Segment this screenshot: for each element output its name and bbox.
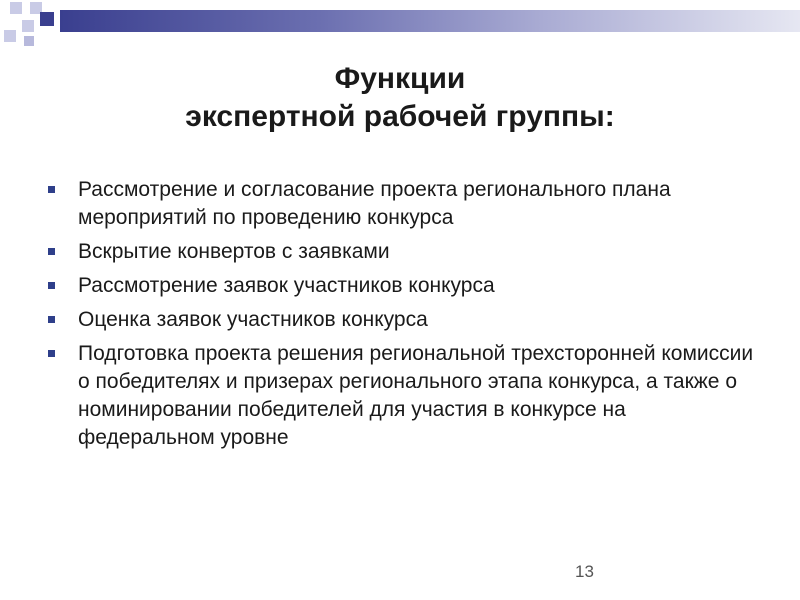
bullet-item bbox=[48, 238, 768, 266]
top-gradient-bar bbox=[60, 10, 800, 32]
bullet-text: Вскрытие конвертов с заявками bbox=[78, 240, 390, 263]
bullet-item bbox=[48, 272, 768, 300]
bullet-list bbox=[48, 176, 768, 458]
slide-title-line-1: Функции bbox=[334, 62, 466, 95]
decor-square bbox=[40, 12, 54, 26]
square-bullet-icon bbox=[48, 282, 55, 289]
bullet-item bbox=[48, 306, 768, 334]
bullet-item bbox=[48, 176, 768, 232]
slide-title bbox=[0, 60, 800, 136]
bullet-item bbox=[48, 340, 768, 452]
square-bullet-icon bbox=[48, 186, 55, 193]
square-bullet-icon bbox=[48, 350, 55, 357]
bullet-text: Рассмотрение заявок участников конкурса bbox=[78, 274, 495, 297]
bullet-text: Оценка заявок участников конкурса bbox=[78, 308, 428, 331]
bullet-text: Подготовка проекта решения региональной трехсторонней комиссии о победителях и призерах регионального этапа конкурса, а также о номинировании победителей для участия в конкурсе на федеральном уровне bbox=[78, 342, 754, 449]
square-bullet-icon bbox=[48, 248, 55, 255]
bullet-text: Рассмотрение и согласование проекта регионального плана мероприятий по проведению конкурса bbox=[78, 178, 671, 229]
decor-square bbox=[22, 20, 34, 32]
decor-square bbox=[24, 36, 34, 46]
page-number: 13 bbox=[575, 562, 594, 581]
decor-square bbox=[10, 2, 22, 14]
slide-title-line-2: экспертной рабочей группы: bbox=[185, 100, 615, 133]
decor-square bbox=[4, 30, 16, 42]
square-bullet-icon bbox=[48, 316, 55, 323]
decorative-squares bbox=[0, 0, 60, 50]
